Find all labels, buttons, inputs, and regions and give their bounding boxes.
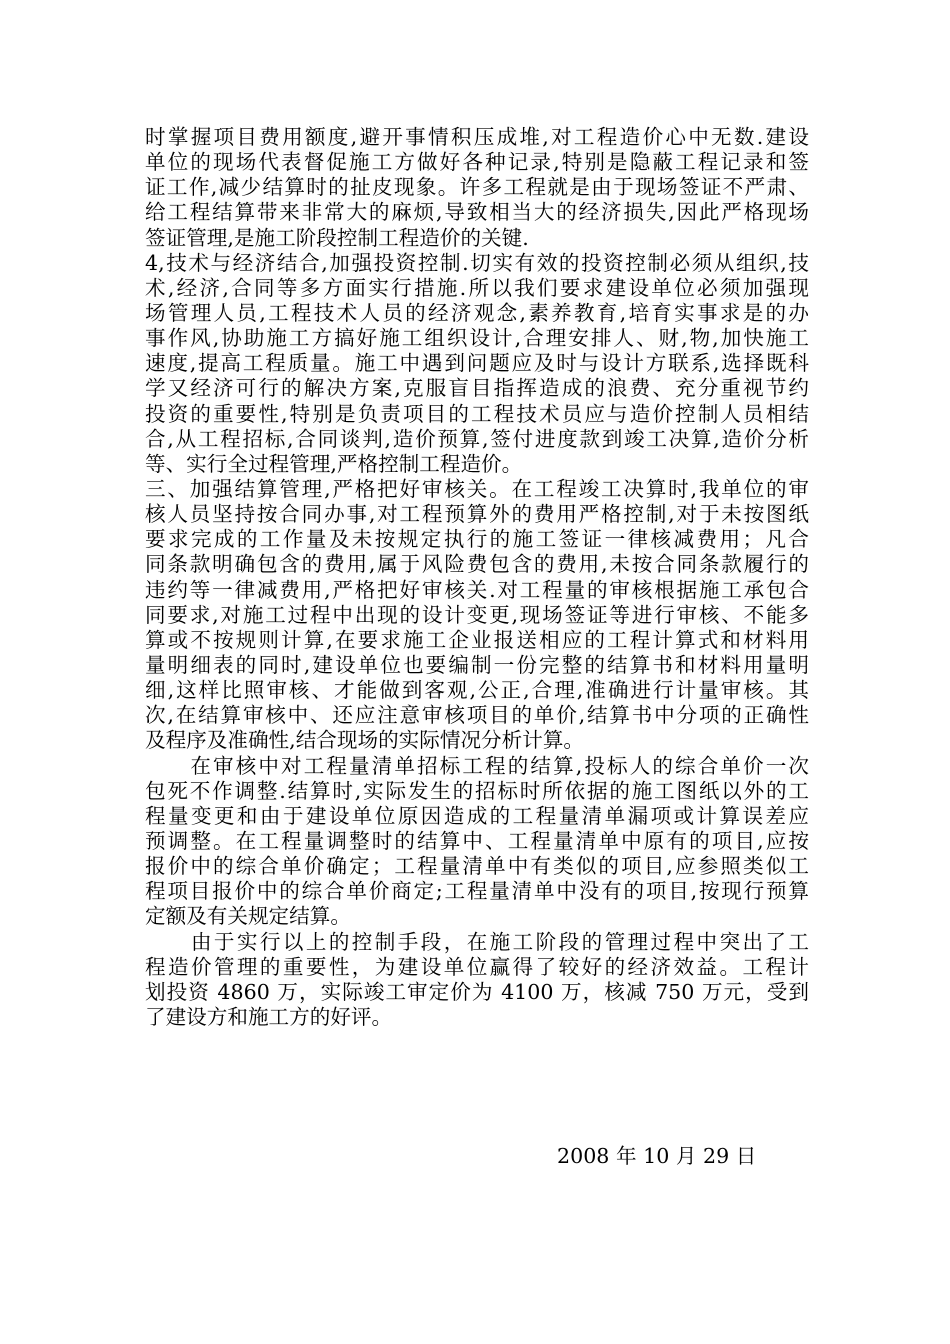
text-line: 学又经济可行的解决方案,克服盲目指挥造成的浪费、充分重视节约 [145,376,809,401]
text-line: 三、加强结算管理,严格把好审核关。在工程竣工决算时,我单位的审 [145,476,809,501]
text-line: 在审核中对工程量清单招标工程的结算,投标人的综合单价一次 [145,753,809,778]
text-line: 同条款明确包含的费用,属于风险费包含的费用,未按合同条款履行的 [145,552,809,577]
text-line: 证工作,减少结算时的扯皮现象。许多工程就是由于现场签证不严肃、 [145,175,809,200]
text-line: 合,从工程招标,合同谈判,造价预算,签付进度款到竣工决算,造价分析 [145,426,809,451]
text-line: 由于实行以上的控制手段，在施工阶段的管理过程中突出了工 [145,929,809,954]
text-line: 程项目报价中的综合单价商定;工程量清单中没有的项目,按现行预算 [145,879,809,904]
text-line: 包死不作调整.结算时,实际发生的招标时所依据的施工图纸以外的工 [145,778,809,803]
text-line: 算或不按规则计算,在要求施工企业报送相应的工程计算式和材料用 [145,627,809,652]
text-line: 量明细表的同时,建设单位也要编制一份完整的结算书和材料用量明 [145,652,809,677]
text-line: 术,经济,合同等多方面实行措施.所以我们要求建设单位必须加强现 [145,275,809,300]
text-line: 细,这样比照审核、才能做到客观,公正,合理,准确进行计量审核。其 [145,678,809,703]
text-line: 速度,提高工程质量。施工中遇到问题应及时与设计方联系,选择既科 [145,351,809,376]
text-line: 给工程结算带来非常大的麻烦,导致相当大的经济损失,因此严格现场 [145,200,809,225]
text-line: 单位的现场代表督促施工方做好各种记录,特别是隐蔽工程记录和签 [145,150,809,175]
text-line: 场管理人员,工程技术人员的经济观念,素养教育,培育实事求是的办 [145,300,809,325]
text-line: 预调整。在工程量调整时的结算中、工程量清单中原有的项目,应按 [145,828,809,853]
text-line: 等、实行全过程管理,严格控制工程造价。 [145,451,523,476]
text-line: 了建设方和施工方的好评。 [145,1004,393,1029]
text-line: 同要求,对施工过程中出现的设计变更,现场签证等进行审核、不能多 [145,602,809,627]
text-line: 时掌握项目费用额度,避开事情积压成堆,对工程造价心中无数.建设 [145,125,809,149]
text-line: 核人员坚持按合同办事,对工程预算外的费用严格控制,对于未按图纸 [145,502,809,527]
text-line: 划投资 4860 万，实际竣工审定价为 4100 万，核减 750 万元，受到 [145,979,809,1004]
text-line: 事作风,协助施工方搞好施工组织设计,合理安排人、财,物,加快施工 [145,326,809,351]
text-line: 投资的重要性,特别是负责项目的工程技术员应与造价控制人员相结 [145,401,809,426]
text-line: 次,在结算审核中、还应注意审核项目的单价,结算书中分项的正确性 [145,703,809,728]
document-date: 2008 年 10 月 29 日 [557,1144,757,1168]
text-line: 4,技术与经济结合,加强投资控制.切实有效的投资控制必须从组织,技 [145,250,809,275]
text-line: 程造价管理的重要性，为建设单位赢得了较好的经济效益。工程计 [145,954,809,979]
text-line: 违约等一律减费用,严格把好审核关.对工程量的审核根据施工承包合 [145,577,809,602]
text-line: 要求完成的工作量及未按规定执行的施工签证一律核减费用；凡合 [145,527,809,552]
text-line: 报价中的综合单价确定；工程量清单中有类似的项目,应参照类似工 [145,854,809,879]
document-body [145,125,809,1030]
text-line: 定额及有关规定结算。 [145,904,351,929]
text-line: 签证管理,是施工阶段控制工程造价的关键. [145,225,529,250]
text-line: 及程序及准确性,结合现场的实际情况分析计算。 [145,728,585,753]
text-line: 程量变更和由于建设单位原因造成的工程量清单漏项或计算误差应 [145,803,809,828]
